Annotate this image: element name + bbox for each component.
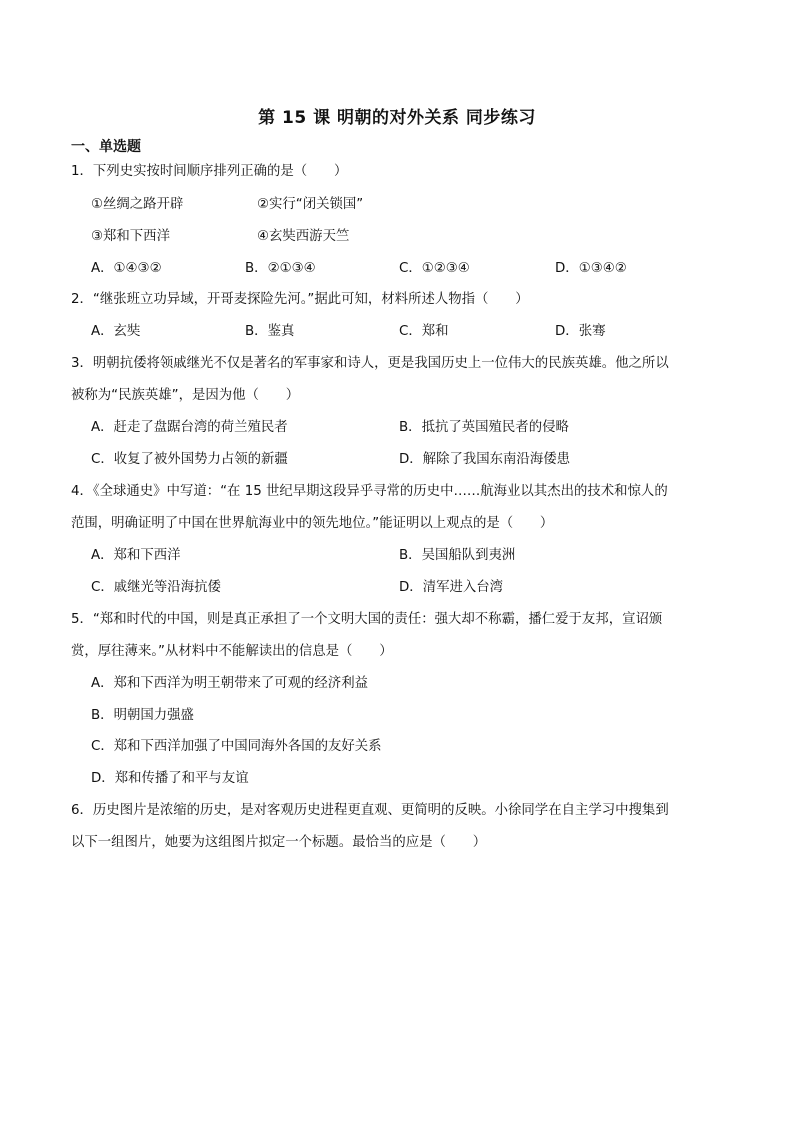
q3-option-c[interactable]: C．收复了被外国势力占领的新疆 xyxy=(91,452,288,467)
section-heading: 一、单选题 xyxy=(71,139,141,155)
q2-option-a[interactable]: A．玄奘 xyxy=(91,324,141,339)
q3-option-d[interactable]: D．解除了我国东南沿海倭患 xyxy=(399,452,570,467)
q1-option-a[interactable]: A．①④③② xyxy=(91,261,162,276)
page-title: 第 15 课 明朝的对外关系 同步练习 xyxy=(258,108,536,128)
q2-option-d[interactable]: D．张骞 xyxy=(555,324,606,339)
q1-option-b[interactable]: B．②①③④ xyxy=(245,261,316,276)
q4-option-a[interactable]: A．郑和下西洋 xyxy=(91,548,181,563)
q1-option-c[interactable]: C．①②③④ xyxy=(399,261,470,276)
q2-option-b[interactable]: B．鉴真 xyxy=(245,324,295,339)
question-5-stem-line2: 赏，厚往薄来。”从材料中不能解读出的信息是（ ） xyxy=(71,644,393,659)
q4-option-c[interactable]: C．戚继光等沿海抗倭 xyxy=(91,580,221,595)
question-2-stem: 2．“继张班立功异域，开哥麦探险先河。”据此可知，材料所述人物指（ ） xyxy=(71,292,529,307)
q1-item-4: ④玄奘西游天竺 xyxy=(257,229,350,244)
question-6-stem-line2: 以下一组图片，她要为这组图片拟定一个标题。最恰当的应是（ ） xyxy=(71,835,487,850)
question-3-stem-line2: 被称为“民族英雄”，是因为他（ ） xyxy=(71,388,300,403)
question-3-stem-line1: 3．明朝抗倭将领戚继光不仅是著名的军事家和诗人，更是我国历史上一位伟大的民族英雄。他之所以 xyxy=(71,356,669,371)
q5-option-c[interactable]: C．郑和下西洋加强了中国同海外各国的友好关系 xyxy=(91,739,382,754)
q5-option-d[interactable]: D．郑和传播了和平与友谊 xyxy=(91,771,249,786)
question-1-stem: 1．下列史实按时间顺序排列正确的是（ ） xyxy=(71,164,348,179)
q3-option-b[interactable]: B．抵抗了英国殖民者的侵略 xyxy=(399,420,569,435)
q4-option-b[interactable]: B．吴国船队到夷洲 xyxy=(399,548,516,563)
q5-option-a[interactable]: A．郑和下西洋为明王朝带来了可观的经济利益 xyxy=(91,676,368,691)
q1-item-3: ③郑和下西洋 xyxy=(91,229,170,244)
q1-option-d[interactable]: D．①③④② xyxy=(555,261,627,276)
q5-option-b[interactable]: B．明朝国力强盛 xyxy=(91,708,194,723)
q1-item-1: ①丝绸之路开辟 xyxy=(91,197,184,212)
question-6-stem-line1: 6．历史图片是浓缩的历史，是对客观历史进程更直观、更简明的反映。小徐同学在自主学习中搜集到 xyxy=(71,803,669,818)
q2-option-c[interactable]: C．郑和 xyxy=(399,324,449,339)
q1-item-2: ②实行“闭关锁国” xyxy=(257,197,364,212)
q4-option-d[interactable]: D．清军进入台湾 xyxy=(399,580,504,595)
question-4-stem-line2: 范围，明确证明了中国在世界航海业中的领先地位。”能证明以上观点的是（ ） xyxy=(71,516,554,531)
q3-option-a[interactable]: A．赶走了盘踞台湾的荷兰殖民者 xyxy=(91,420,288,435)
question-5-stem-line1: 5．“郑和时代的中国，则是真正承担了一个文明大国的责任：强大却不称霸，播仁爱于友邦，宣诏颁 xyxy=(71,612,663,627)
question-4-stem-line1: 4．《全球通史》中写道：“在 15 世纪早期这段异乎寻常的历史中……航海业以其杰出的技术和惊人的 xyxy=(71,484,668,499)
